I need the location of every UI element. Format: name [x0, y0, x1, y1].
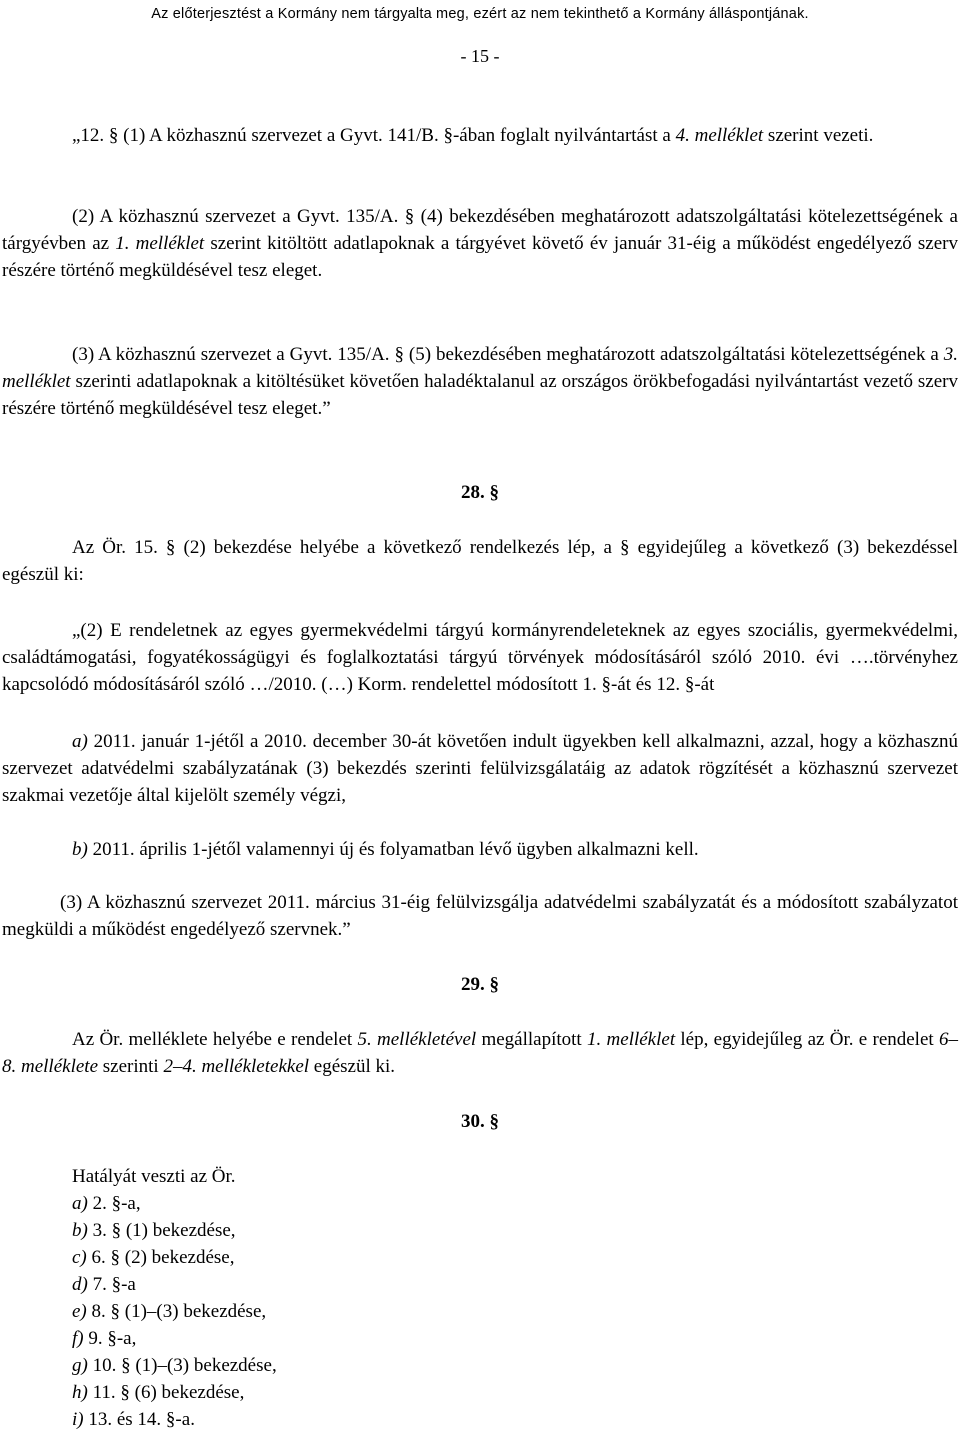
quoted-paragraph-2: „(2) E rendeletnek az egyes gyermekvédelmi tárgyú kormányrendeleteknek az egyes szociális, gyermekvédelmi, családtámogatási, fogyatékosságügyi és foglalkoztatási tárgyú törvények módosításáról szóló 2010. évi ….törvényhez kapcsolódó módosításáról szóló …/2010. (…) Korm. rendelettel módosított 1. §-át és 12. §-át	[2, 620, 958, 695]
annex-reference: 2–4. mellékletekkel	[163, 1056, 310, 1077]
item-label: b)	[72, 839, 88, 860]
item-text: 9. §-a,	[83, 1328, 137, 1349]
repeal-item	[72, 1406, 195, 1433]
text-run: szerinti	[98, 1056, 164, 1077]
list-item-b	[2, 836, 958, 863]
item-text: 2011. április 1-jétől valamennyi új és folyamatban lévő ügyben alkalmazni kell.	[87, 839, 699, 860]
item-label: d)	[72, 1274, 88, 1295]
paragraph-12-2	[2, 203, 958, 284]
repeal-item	[72, 1271, 136, 1298]
repeal-item	[72, 1325, 136, 1352]
item-label: a)	[72, 731, 88, 752]
section-heading-30: 30. §	[461, 1111, 499, 1132]
text-run: „12. § (1) A közhasznú szervezet a Gyvt. 141/B. §-ában foglalt nyilvántartást a	[72, 125, 676, 146]
repeal-item	[72, 1352, 277, 1379]
section-30-intro: Hatályát veszti az Ör.	[72, 1166, 236, 1187]
item-label: b)	[72, 1220, 88, 1241]
annex-reference: 3. melléklet	[2, 344, 958, 392]
text-run: egészül ki.	[309, 1056, 396, 1077]
annex-reference: 5. mellékletével	[357, 1029, 477, 1050]
text-run: megállapított	[476, 1029, 587, 1050]
text-run: (3) A közhasznú szervezet a Gyvt. 135/A. § (5) bekezdésében meghatározott adatszolgáltatási kötelezettségének a	[72, 344, 944, 365]
section-29-text	[2, 1026, 958, 1080]
annex-reference: 6–8. melléklete	[2, 1029, 958, 1077]
item-label: e)	[72, 1301, 87, 1322]
repeal-item	[72, 1190, 141, 1217]
item-label: i)	[72, 1409, 84, 1430]
item-label: a)	[72, 1193, 88, 1214]
repeal-item	[72, 1217, 236, 1244]
section-heading-29: 29. §	[461, 974, 499, 995]
item-label: f)	[72, 1328, 84, 1349]
item-text: 2011. január 1-jétől a 2010. december 30-át követően indult ügyekben kell alkalmazni, azzal, hogy a közhasznú szervezet adatvédelmi szabályzatának (3) bekezdés szerinti felülvizsgálatáig az adatok rögzítését a közhasznú szervezet szakmai vezetője által kijelölt személy végzi,	[2, 731, 958, 806]
paragraph-12-3	[2, 341, 958, 422]
repeal-item	[72, 1379, 244, 1406]
repeal-item	[72, 1244, 234, 1271]
annex-reference: 4. melléklet	[675, 125, 764, 146]
item-text: 8. § (1)–(3) bekezdése,	[86, 1301, 267, 1322]
text-run: szerint kitöltött adatlapoknak a tárgyévet követő év január 31-éig a működést engedélyező szerv részére történő megküldésével tesz eleget.	[2, 233, 958, 281]
quoted-paragraph-3: (3) A közhasznú szervezet 2011. március 31-éig felülvizsgálja adatvédelmi szabályzatát és a módosított szabályzatot megküldi a működést engedélyező szervnek.”	[2, 892, 958, 940]
section-heading-28: 28. §	[461, 482, 499, 503]
text-run: lép, egyidejűleg az Ör. e rendelet	[675, 1029, 939, 1050]
text-run: szerint vezeti.	[763, 125, 874, 146]
annex-reference: 1. melléklet	[115, 233, 205, 254]
item-text: 10. § (1)–(3) bekezdése,	[87, 1355, 277, 1376]
item-text: 6. § (2) bekezdése,	[86, 1247, 235, 1268]
text-run: (2) A közhasznú szervezet a Gyvt. 135/A. § (4) bekezdésében meghatározott adatszolgáltatási kötelezettségének a tárgyévben az	[2, 206, 958, 254]
item-label: g)	[72, 1355, 88, 1376]
text-run: Az Ör. melléklete helyébe e rendelet	[72, 1029, 358, 1050]
item-label: c)	[72, 1247, 87, 1268]
item-text: 11. § (6) bekezdése,	[87, 1382, 245, 1403]
item-text: 2. §-a,	[87, 1193, 141, 1214]
section-28-intro: Az Ör. 15. § (2) bekezdése helyébe a következő rendelkezés lép, a § egyidejűleg a következő (3) bekezdéssel egészül ki:	[2, 537, 958, 585]
page-header-notice: Az előterjesztést a Kormány nem tárgyalta meg, ezért az nem tekinthető a Kormány álláspontjának.	[151, 6, 809, 22]
item-text: 7. §-a	[87, 1274, 136, 1295]
text-run: szerinti adatlapoknak a kitöltésüket követően haladéktalanul az országos örökbefogadási nyilvántartást vezető szerv részére történő megküldésével tesz eleget.”	[2, 371, 958, 419]
page-number: - 15 -	[460, 46, 500, 66]
item-text: 3. § (1) bekezdése,	[87, 1220, 236, 1241]
repeal-item	[72, 1298, 266, 1325]
list-item-a	[2, 728, 958, 809]
item-label: h)	[72, 1382, 88, 1403]
item-text: 13. és 14. §-a.	[83, 1409, 195, 1430]
paragraph-12-1	[2, 122, 958, 149]
annex-reference: 1. melléklet	[587, 1029, 676, 1050]
